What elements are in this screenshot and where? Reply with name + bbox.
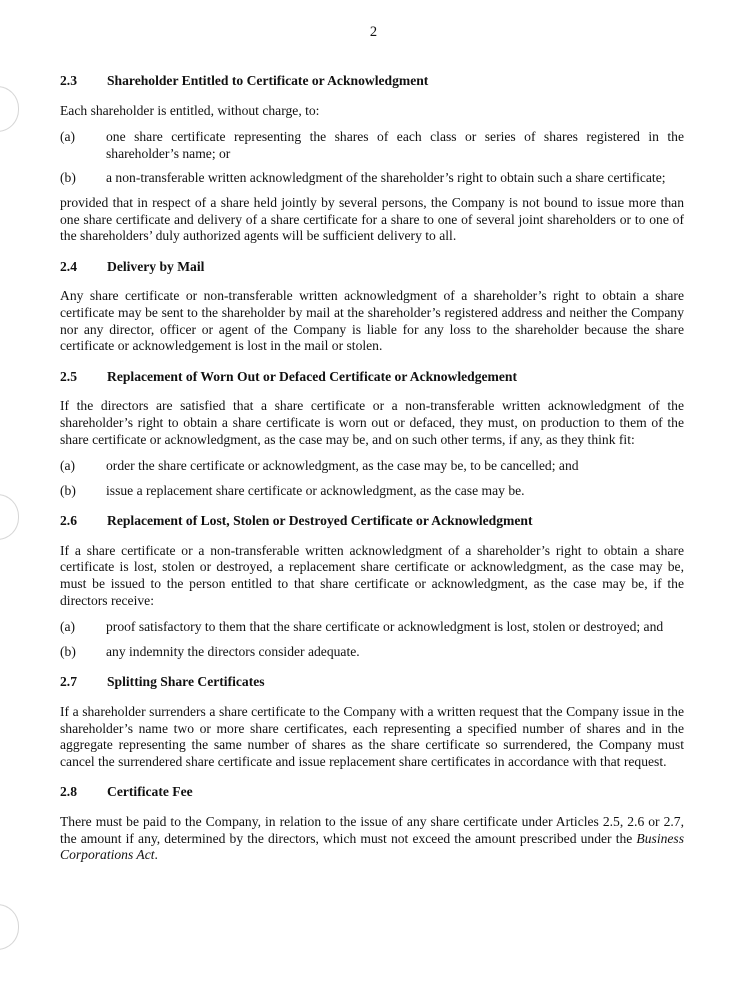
item-label: (b): [60, 482, 76, 498]
document-body: [60, 73, 684, 878]
section-intro: If the directors are satisfied that a share certificate or a non-transferable written acknowledgment of the shareholder’s right to obtain a share certificate is worn out or defaced, they must, on production to them of the share certificate or acknowledgment, as the case may be, and on such other terms, if any, as they think fit:: [60, 398, 684, 447]
page-number: 2: [369, 24, 378, 40]
item-text: a non-transferable written acknowledgment of the shareholder’s right to obtain such a share certificate;: [106, 170, 666, 186]
section-number: 2.5: [60, 368, 77, 384]
section-intro: Each shareholder is entitled, without charge, to:: [60, 102, 320, 118]
item-label: (a): [60, 619, 76, 635]
list-item: [60, 170, 684, 187]
punch-hole-mark: [0, 494, 19, 540]
intro-end: .: [154, 847, 158, 863]
section-heading: [60, 513, 684, 530]
intro-text: There must be paid to the Company, in relation to the issue of any share certificate under Articles 2.5, 2.6 or 2.7, the amount if any, determined by the directors, which must not exceed the amount prescribed under the: [60, 814, 684, 846]
item-text: proof satisfactory to them that the share certificate or acknowledgment is lost, stolen or destroyed; and: [106, 619, 664, 635]
section-2-8: [60, 784, 684, 863]
section-title: Splitting Share Certificates: [107, 674, 265, 690]
section-title: Delivery by Mail: [107, 258, 205, 274]
section-heading: [60, 259, 684, 276]
list-item: [60, 483, 684, 500]
item-text: any indemnity the directors consider adequate.: [106, 643, 360, 659]
item-label: (b): [60, 643, 76, 659]
section-title: Shareholder Entitled to Certificate or Acknowledgment: [107, 73, 429, 88]
punch-hole-mark: [0, 904, 19, 950]
list-item: [60, 619, 684, 636]
punch-hole-mark: [0, 86, 19, 132]
section-outro: provided that in respect of a share held jointly by several persons, the Company is not bound to issue more than one share certificate and delivery of a share certificate for a share to one of several joint shareholders or to one of the shareholders’ duly authorized agents will be sufficient delivery to all.: [60, 194, 684, 244]
item-text: issue a replacement share certificate or acknowledgment, as the case may be.: [106, 482, 525, 498]
section-title: Certificate Fee: [107, 784, 193, 800]
section-heading: [60, 674, 684, 691]
section-2-7: [60, 674, 684, 770]
section-title: Replacement of Lost, Stolen or Destroyed Certificate or Acknowledgment: [107, 513, 533, 529]
item-text: one share certificate representing the shares of each class or series of shares registered in the shareholder’s name; or: [106, 129, 684, 161]
list-item: [60, 129, 684, 162]
section-intro: If a shareholder surrenders a share certificate to the Company with a written request that the Company issue in the shareholder’s name two or more share certificates, each representing a specified number of shares and in the aggregate representing the same number of shares as the share certificate so surrendered, the Company must cancel the surrendered share certificate and issue replacement share certificates in accordance with that request.: [60, 704, 684, 769]
act-name: Business Corporations Act: [60, 830, 684, 863]
section-title: Replacement of Worn Out or Defaced Certificate or Acknowledgement: [107, 368, 517, 384]
section-heading: [60, 73, 684, 90]
section-heading: [60, 784, 684, 801]
section-number: 2.8: [60, 784, 77, 800]
section-number: 2.4: [60, 258, 77, 274]
section-intro: If a share certificate or a non-transferable written acknowledgment of a shareholder’s right to obtain a share certificate is lost, stolen or destroyed, a replacement share certificate or acknowledgment, as the case may be, must be issued to the person entitled to that share certificate or acknowledgment, as the case may be, if the directors receive:: [60, 542, 684, 608]
item-label: (b): [60, 170, 76, 186]
section-2-5: [60, 369, 684, 500]
item-text: order the share certificate or acknowledgment, as the case may be, to be cancelled; and: [106, 458, 579, 474]
section-number: 2.3: [60, 73, 77, 88]
section-number: 2.7: [60, 674, 77, 690]
list-item: [60, 644, 684, 661]
list-item: [60, 458, 684, 475]
section-2-6: [60, 513, 684, 660]
section-number: 2.6: [60, 513, 77, 529]
item-label: (a): [60, 458, 76, 474]
section-2-3: [60, 73, 684, 245]
section-intro: Any share certificate or non-transferable written acknowledgment of a shareholder’s right to obtain a share certificate may be sent to the shareholder by mail at the shareholder’s registered address and neither the Company nor any director, officer or agent of the Company is liable for any loss to the shareholder because the share certificate or acknowledgement is lost in the mail or stolen.: [60, 288, 684, 354]
section-intro: [60, 814, 684, 864]
item-label: (a): [60, 129, 76, 145]
section-heading: [60, 369, 684, 386]
section-2-4: [60, 259, 684, 355]
